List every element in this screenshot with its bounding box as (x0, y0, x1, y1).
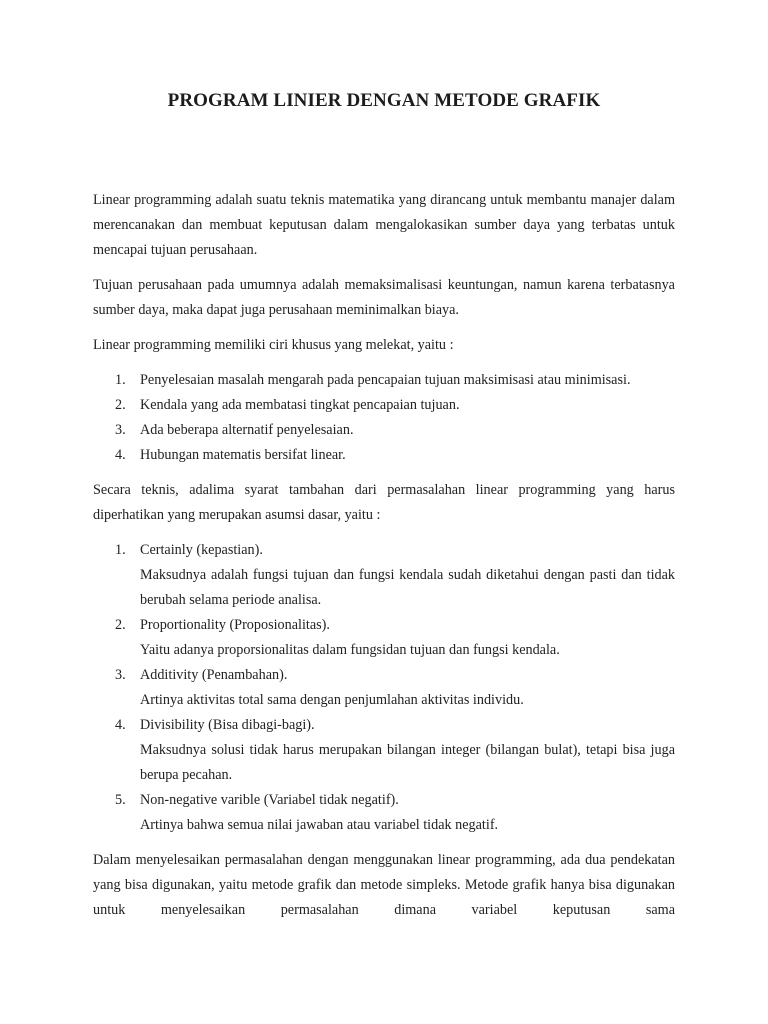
asumsi-list (93, 538, 675, 838)
list-text: Divisibility (Bisa dibagi-bagi). (140, 717, 315, 733)
list-text: Proportionality (Proposionalitas). (140, 617, 330, 633)
list-number: 2. (115, 397, 126, 413)
paragraph-pendekatan: Dalam menyelesaikan permasalahan dengan menggunakan linear programming, ada dua pendekatan yang bisa digunakan, yaitu metode grafik dan metode simpleks. Metode grafik hanya bisa digunakan untuk menyelesaikan permasalahan dimana variabel keputusan sama (93, 852, 675, 918)
page-title: PROGRAM LINIER DENGAN METODE GRAFIK (167, 90, 601, 111)
list-item (93, 538, 675, 613)
list-item (93, 368, 675, 393)
list-item (93, 393, 675, 418)
list-text: Penyelesaian masalah mengarah pada pencapaian tujuan maksimisasi atau minimisasi. (140, 372, 631, 388)
paragraph-tujuan: Tujuan perusahaan pada umumnya adalah memaksimalisasi keuntungan, namun karena terbatasnya sumber daya, maka dapat juga perusahaan meminimalkan biaya. (93, 277, 675, 318)
list-text: Ada beberapa alternatif penyelesaian. (140, 422, 354, 438)
list-text: Additivity (Penambahan). (140, 667, 288, 683)
list-text: Hubungan matematis bersifat linear. (140, 447, 346, 463)
list-text: Certainly (kepastian). (140, 542, 263, 558)
list-number: 4. (115, 447, 126, 463)
document-body (93, 188, 675, 933)
list-number: 5. (115, 792, 126, 808)
list-number: 2. (115, 617, 126, 633)
list-item (93, 613, 675, 663)
paragraph-asumsi-intro: Secara teknis, adalima syarat tambahan dari permasalahan linear programming yang harus diperhatikan yang merupakan asumsi dasar, yaitu : (93, 482, 675, 523)
list-description: Artinya aktivitas total sama dengan penjumlahan aktivitas individu. (140, 692, 524, 708)
list-description: Maksudnya solusi tidak harus merupakan bilangan integer (bilangan bulat), tetapi bisa juga berupa pecahan. (140, 742, 675, 783)
list-description: Yaitu adanya proporsionalitas dalam fungsidan tujuan dan fungsi kendala. (140, 642, 560, 658)
list-number: 3. (115, 422, 126, 438)
paragraph-intro: Linear programming adalah suatu teknis matematika yang dirancang untuk membantu manajer dalam merencanakan dan membuat keputusan dalam mengalokasikan sumber daya yang terbatas untuk mencapai tujuan perusahaan. (93, 192, 675, 258)
list-item (93, 418, 675, 443)
list-number: 4. (115, 717, 126, 733)
list-number: 1. (115, 372, 126, 388)
list-description: Artinya bahwa semua nilai jawaban atau variabel tidak negatif. (140, 817, 499, 833)
list-item (93, 713, 675, 788)
list-text: Kendala yang ada membatasi tingkat pencapaian tujuan. (140, 397, 460, 413)
list-number: 3. (115, 667, 126, 683)
list-number: 1. (115, 542, 126, 558)
ciri-list (93, 368, 675, 468)
paragraph-ciri-intro: Linear programming memiliki ciri khusus yang melekat, yaitu : (93, 337, 454, 353)
list-text: Non-negative varible (Variabel tidak negatif). (140, 792, 399, 808)
list-item (93, 663, 675, 713)
list-description: Maksudnya adalah fungsi tujuan dan fungsi kendala sudah diketahui dengan pasti dan tidak berubah selama periode analisa. (140, 567, 675, 608)
list-item (93, 443, 675, 468)
list-item (93, 788, 675, 838)
